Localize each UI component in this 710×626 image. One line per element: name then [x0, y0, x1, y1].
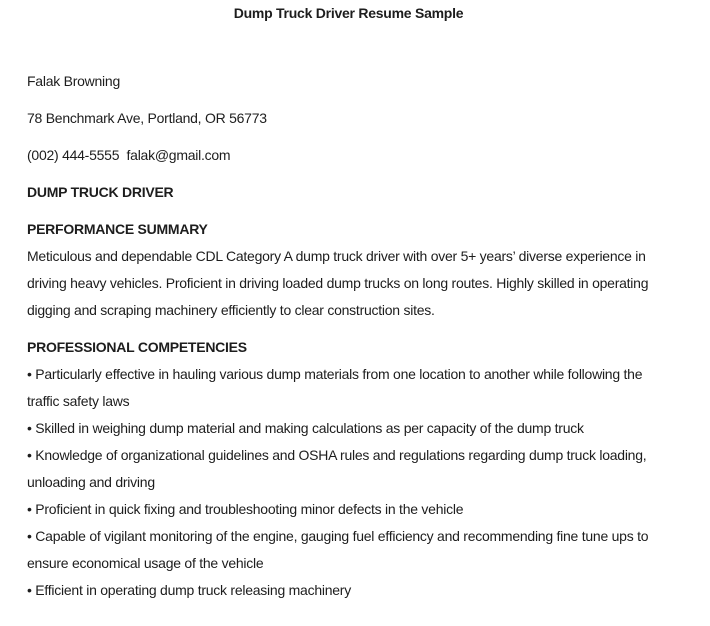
contact-name: Falak Browning: [27, 73, 120, 89]
text-line: unloading and driving: [27, 474, 155, 490]
document-title: Dump Truck Driver Resume Sample: [233, 5, 464, 21]
text-line: Meticulous and dependable CDL Category A dump truck driver with over 5+ years’ diverse experience in: [27, 248, 646, 264]
text-line: • Efficient in operating dump truck releasing machinery: [27, 582, 351, 598]
performance-summary-heading: PERFORMANCE SUMMARY: [27, 221, 208, 237]
contact-phone-email: (002) 444-5555 falak@gmail.com: [27, 147, 231, 163]
text-line: traffic safety laws: [27, 393, 130, 409]
text-line: ensure economical usage of the vehicle: [27, 555, 264, 571]
professional-competencies-list: [27, 361, 670, 604]
contact-address: 78 Benchmark Ave, Portland, OR 56773: [27, 110, 267, 126]
text-line: driving heavy vehicles. Proficient in driving loaded dump trucks on long routes. Highly skilled in operating: [27, 275, 649, 291]
performance-summary-text: [27, 243, 670, 324]
text-line: • Skilled in weighing dump material and making calculations as per capacity of the dump truck: [27, 420, 584, 436]
job-title-heading: DUMP TRUCK DRIVER: [27, 184, 174, 200]
text-line: • Capable of vigilant monitoring of the engine, gauging fuel efficiency and recommending fine tune ups to: [27, 528, 649, 544]
text-line: • Particularly effective in hauling various dump materials from one location to another while following the: [27, 366, 643, 382]
text-line: digging and scraping machinery efficiently to clear construction sites.: [27, 302, 435, 318]
text-line: • Knowledge of organizational guidelines and OSHA rules and regulations regarding dump truck loading,: [27, 447, 647, 463]
text-line: • Proficient in quick fixing and troubleshooting minor defects in the vehicle: [27, 501, 464, 517]
professional-competencies-heading: PROFESSIONAL COMPETENCIES: [27, 339, 247, 355]
